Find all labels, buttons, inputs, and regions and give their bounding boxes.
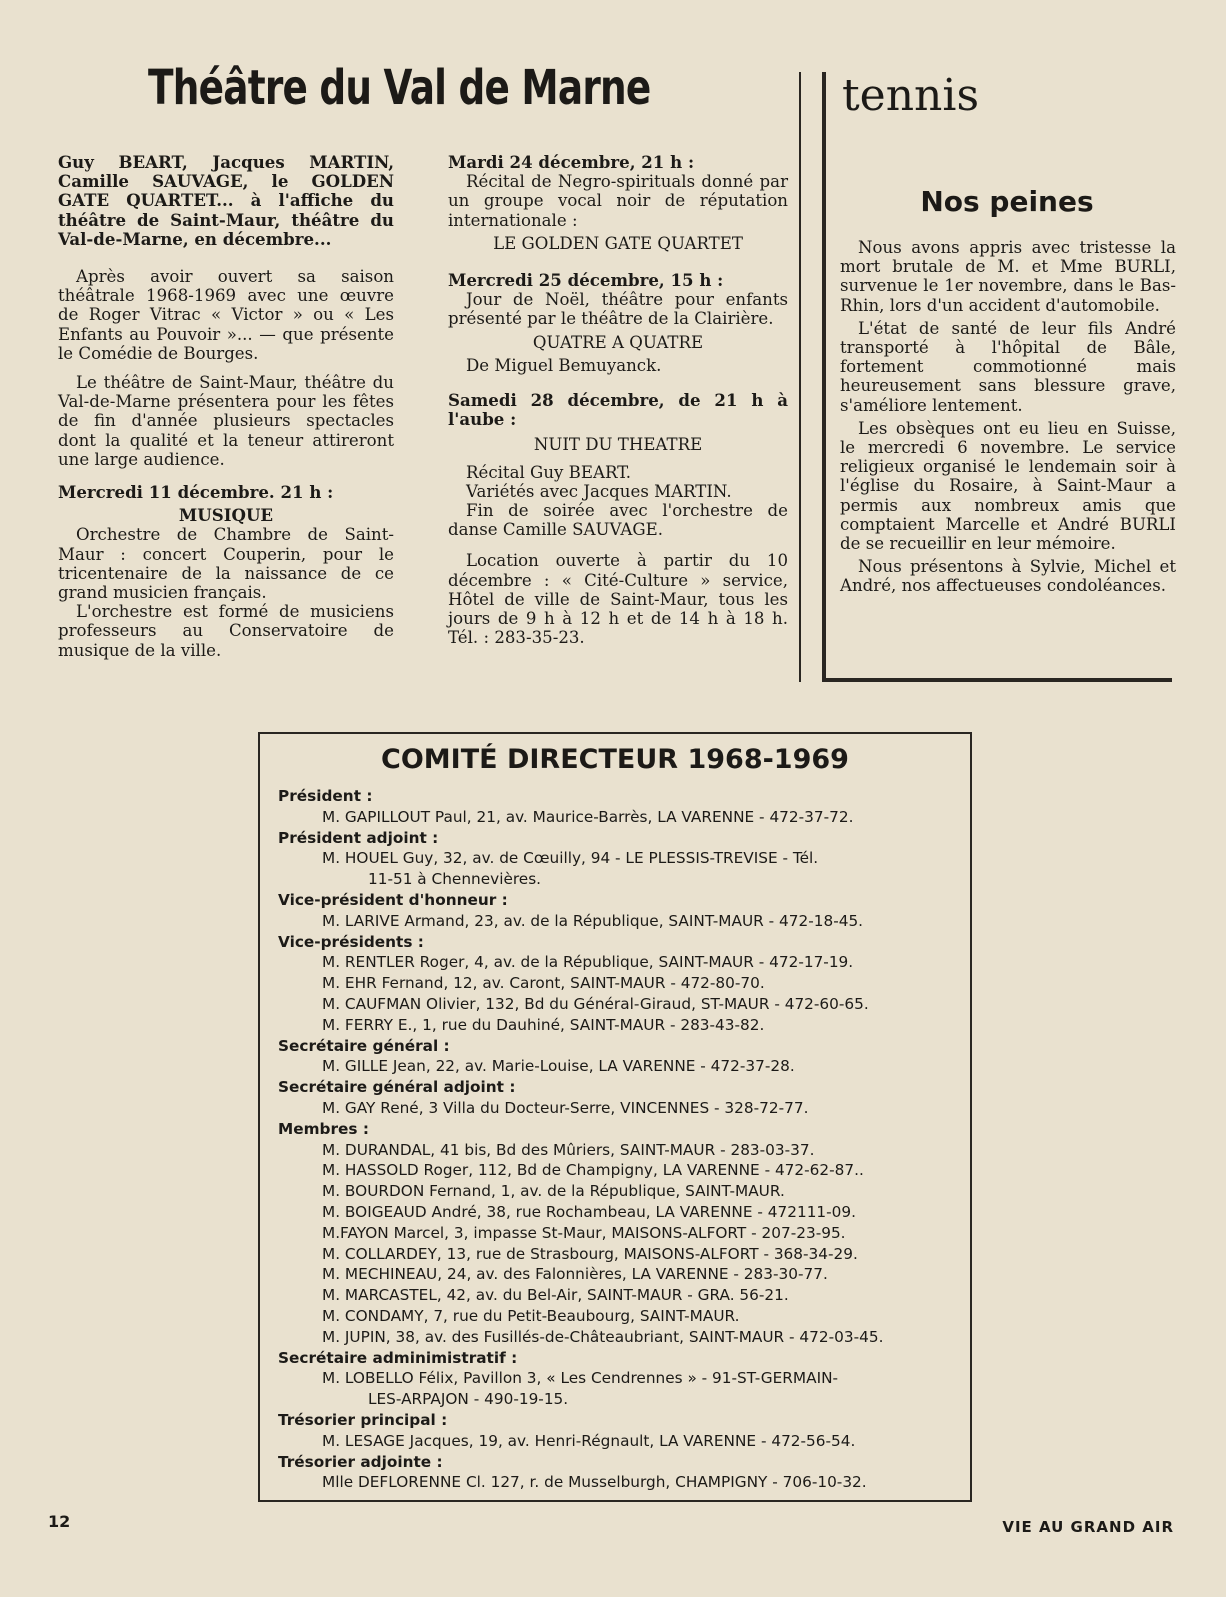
peines-paragraph-3: Les obsèques ont eu lieu en Suisse, le mercredi 6 novembre. Le service religieux organisé le lendemain soir à l'église du Rosaire, à Saint-Maur a permis aux nombreux amis que comptaient Marcelle et André BURLI de se recueillir en leur mémoire. xyxy=(840,418,1176,554)
peines-paragraph-4: Nous présentons à Sylvie, Michel et André, nos affectueuses condoléances. xyxy=(840,557,1176,596)
event-2-paragraph: Récital de Negro-spirituals donné par un groupe vocal noir de réputation internationale : xyxy=(448,172,788,230)
comite-member: M. CAUFMAN Olivier, 132, Bd du Général-Giraud, ST-MAUR - 472-60-65. xyxy=(322,994,869,1013)
event-3-heading: Mercredi 25 décembre, 15 h : xyxy=(448,270,724,291)
event-4-title: NUIT DU THEATRE xyxy=(533,435,703,455)
event-1-paragraph-2: L'orchestre est formé de musiciens professeurs au Conservatoire de musique de la ville. xyxy=(58,602,394,660)
theatre-column-2 xyxy=(448,153,788,647)
comite-role: Vice-président d'honneur : xyxy=(278,890,508,909)
comite-member: M.FAYON Marcel, 3, impasse St-Maur, MAISONS-ALFORT - 207-23-95. xyxy=(322,1223,846,1242)
theatre-column-1 xyxy=(58,153,394,660)
event-3-title: QUATRE A QUATRE xyxy=(532,332,704,352)
comite-member: M. RENTLER Roger, 4, av. de la République, SAINT-MAUR - 472-17-19. xyxy=(322,953,854,972)
comite-member: M. MARCASTEL, 42, av. du Bel-Air, SAINT-MAUR - GRA. 56-21. xyxy=(322,1286,789,1305)
comite-member: M. MECHINEAU, 24, av. des Falonnières, LA VARENNE - 283-30-77. xyxy=(322,1265,828,1284)
event-3-paragraph: Jour de Noël, théâtre pour enfants présenté par le théâtre de la Clairière. xyxy=(448,290,788,329)
event-2-title: LE GOLDEN GATE QUARTET xyxy=(493,233,743,253)
event-2-heading: Mardi 24 décembre, 21 h : xyxy=(448,152,695,172)
event-4-heading: Samedi 28 décembre, de 21 h à l'aube : xyxy=(448,390,788,430)
event-1-paragraph-1: Orchestre de Chambre de Saint-Maur : concert Couperin, pour le tricentenaire de la naissance de ce grand musicien français. xyxy=(58,525,394,603)
comite-member: M. LESAGE Jacques, 19, av. Henri-Régnault, LA VARENNE - 472-56-54. xyxy=(322,1431,856,1450)
comite-member: M. GILLE Jean, 22, av. Marie-Louise, LA VARENNE - 472-37-28. xyxy=(322,1057,795,1076)
comite-member: M. GAPILLOUT Paul, 21, av. Maurice-Barrès, LA VARENNE - 472-37-72. xyxy=(322,807,854,826)
comite-list xyxy=(278,786,968,1493)
comite-role: Vice-présidents : xyxy=(278,932,424,951)
comite-role: Secrétaire général : xyxy=(278,1036,450,1055)
tennis-title: tennis xyxy=(842,70,980,121)
comite-member: M. LOBELLO Félix, Pavillon 3, « Les Cendrennes » - 91-ST-GERMAIN- xyxy=(322,1369,839,1388)
comite-member: M. BOIGEAUD André, 38, rue Rochambeau, LA VARENNE - 472111-09. xyxy=(322,1202,857,1221)
theatre-title: Théâtre du Val de Marne xyxy=(148,60,651,116)
nos-peines-heading: Nos peines xyxy=(920,185,1094,218)
theatre-paragraph-1: Après avoir ouvert sa saison théâtrale 1968-1969 avec une œuvre de Roger Vitrac « Victor » ou « Les Enfants au Pouvoir »... — que présente le Comédie de Bourges. xyxy=(58,267,394,363)
peines-paragraph-2: L'état de santé de leur fils André transporté à l'hôpital de Bâle, fortement commotionné mais heureusement sans blessure grave, s'améliore lentement. xyxy=(840,318,1176,415)
comite-role: Membres : xyxy=(278,1119,369,1138)
comite-member: M. GAY René, 3 Villa du Docteur-Serre, VINCENNES - 328-72-77. xyxy=(322,1098,809,1117)
event-3-author: De Miguel Bemuyanck. xyxy=(466,355,662,375)
event-4-line-2: Variétés avec Jacques MARTIN. xyxy=(466,481,732,501)
page-number: 12 xyxy=(48,1512,71,1531)
comite-member: M. JUPIN, 38, av. des Fusillés-de-Châteaubriant, SAINT-MAUR - 472-03-45. xyxy=(322,1327,884,1346)
comite-role: Secrétaire adminimistratif : xyxy=(278,1348,518,1367)
comite-role: Trésorier adjointe : xyxy=(278,1452,443,1471)
peines-paragraph-1: Nous avons appris avec tristesse la mort brutale de M. et Mme BURLI, survenue le 1er novembre, dans le Bas-Rhin, lors d'un accident d'automobile. xyxy=(840,238,1176,315)
event-4-line-1: Récital Guy BEART. xyxy=(466,462,632,482)
comite-member: 11-51 à Chennevières. xyxy=(368,870,542,889)
comite-member: LES-ARPAJON - 490-19-15. xyxy=(368,1390,569,1409)
theatre-intro: Guy BEART, Jacques MARTIN, Camille SAUVAGE, le GOLDEN GATE QUARTET... à l'affiche du théâtre de Saint-Maur, théâtre du Val-de-Marne, en décembre... xyxy=(58,152,394,249)
comite-member: M. HOUEL Guy, 32, av. de Cœuilly, 94 - LE PLESSIS-TREVISE - Tél. xyxy=(322,849,819,868)
location-info: Location ouverte à partir du 10 décembre : « Cité-Culture » service, Hôtel de ville de Saint-Maur, tous les jours de 9 h à 12 h et de 14 h à 18 h. Tél. : 283-35-23. xyxy=(448,551,788,648)
comite-member: M. CONDAMY, 7, rue du Petit-Beaubourg, SAINT-MAUR. xyxy=(322,1306,740,1325)
tennis-column xyxy=(840,238,1176,596)
comite-title: COMITÉ DIRECTEUR 1968-1969 xyxy=(381,744,849,775)
event-1-title: MUSIQUE xyxy=(178,505,274,526)
comite-member: M. HASSOLD Roger, 112, Bd de Champigny, LA VARENNE - 472-62-87.. xyxy=(322,1161,864,1180)
comite-role: Trésorier principal : xyxy=(278,1410,448,1429)
comite-member: M. COLLARDEY, 13, rue de Strasbourg, MAISONS-ALFORT - 368-34-29. xyxy=(322,1244,858,1263)
event-4-line-3: Fin de soirée avec l'orchestre de danse Camille SAUVAGE. xyxy=(448,501,788,540)
comite-member: M. FERRY E., 1, rue du Dauhiné, SAINT-MAUR - 283-43-82. xyxy=(322,1015,765,1034)
comite-role: Secrétaire général adjoint : xyxy=(278,1078,516,1097)
comite-member: M. BOURDON Fernand, 1, av. de la République, SAINT-MAUR. xyxy=(322,1182,785,1201)
publication-name: VIE AU GRAND AIR xyxy=(1002,1518,1174,1536)
comite-role: Président adjoint : xyxy=(278,828,439,847)
comite-role: Président : xyxy=(278,787,373,805)
comite-member: Mlle DEFLORENNE Cl. 127, r. de Musselburgh, CHAMPIGNY - 706-10-32. xyxy=(322,1473,867,1492)
comite-member: M. EHR Fernand, 12, av. Caront, SAINT-MAUR - 472-80-70. xyxy=(322,974,765,993)
column-divider xyxy=(799,72,801,682)
comite-member: M. DURANDAL, 41 bis, Bd des Mûriers, SAINT-MAUR - 283-03-37. xyxy=(322,1140,815,1159)
theatre-paragraph-2: Le théâtre de Saint-Maur, théâtre du Val-de-Marne présentera pour les fêtes de fin d'année plusieurs spectacles dont la qualité et la teneur attireront une large audience. xyxy=(58,373,394,469)
comite-member: M. LARIVE Armand, 23, av. de la République, SAINT-MAUR - 472-18-45. xyxy=(322,911,864,930)
event-1-heading: Mercredi 11 décembre. 21 h : xyxy=(58,482,334,503)
